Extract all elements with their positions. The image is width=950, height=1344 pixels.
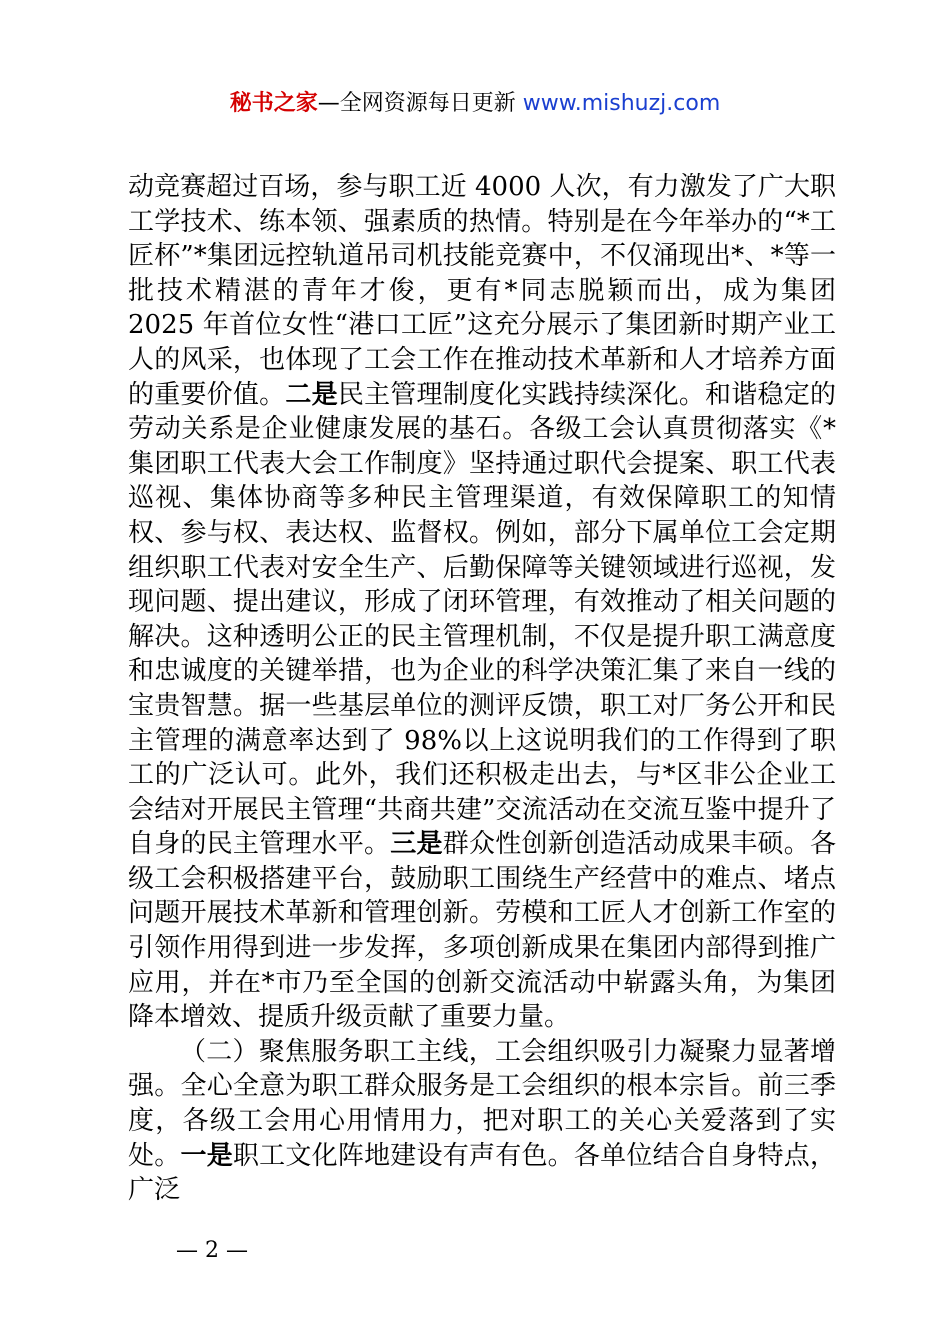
site-url-link[interactable]: www.mishuzj.com [522, 91, 721, 116]
keyword-second: 二是 [285, 379, 338, 410]
keyword-first: 一是 [180, 1140, 233, 1171]
paragraph-text: 动竞赛超过百场，参与职工近 4000 人次，有力激发了广大职工学技术、练本领、强素质的热情。特别是在今年举办的“*工匠杯”*集团远控轨道吊司机技能竞赛中，不仅涌现出*、*等一批技术精湛的青年才俊，更有*同志脱颖而出，成为集团 2025 年首位女性“港口工匠”这充分展示了集团新时期产业工人的风采，也体现了工会工作在推动技术革新和人才培养方面的重要价值。 [128, 172, 836, 410]
brand-name: 秘书之家 [229, 91, 318, 116]
paragraph-text: 群众性创新创造活动成果丰硕。各级工会积极搭建平台，鼓励职工围绕生产经营中的难点、堵点问题开展技术革新和管理创新。劳模和工匠人才创新工作室的引领作用得到进一步发挥，多项创新成果在集团内部得到推广应用，并在*市乃至全国的创新交流活动中崭露头角，为集团降本增效、提质升级贡献了重要力量。 [128, 829, 836, 1033]
paragraph-text: （二）聚焦服务职工主线，工会组织吸引力凝聚力显著增强。全心全意为职工群众服务是工会组织的根本宗旨。前三季度，各级工会用心用情用力，把对职工的关心关爱落到了实处。 [128, 1036, 836, 1171]
paragraph [128, 170, 836, 1035]
keyword-third: 三是 [390, 829, 443, 860]
banner-slogan: —全网资源每日更新 [317, 91, 523, 116]
paragraph-text: 职工文化阵地建设有声有色。各单位结合自身特点，广泛 [128, 1140, 836, 1206]
document-body [128, 170, 836, 1208]
site-banner [0, 88, 950, 120]
page-number: — 2 — [176, 1238, 248, 1263]
paragraph [128, 1035, 836, 1208]
paragraph-text: 民主管理制度化实践持续深化。和谐稳定的劳动关系是企业健康发展的基石。各级工会认真贯彻落实《*集团职工代表大会工作制度》坚持通过职代会提案、职工代表巡视、集体协商等多种民主管理渠道，有效保障职工的知情权、参与权、表达权、监督权。例如，部分下属单位工会定期组织职工代表对安全生产、后勤保障等关键领域进行巡视，发现问题、提出建议，形成了闭环管理，有效推动了相关问题的解决。这种透明公正的民主管理机制，不仅是提升职工满意度和忠诚度的关键举措，也为企业的科学决策汇集了来自一线的宝贵智慧。据一些基层单位的测评反馈，职工对厂务公开和民主管理的满意率达到了 98%以上这说明我们的工作得到了职工的广泛认可。此外，我们还积极走出去，与*区非公企业工会结对开展民主管理“共商共建”交流活动在交流互鉴中提升了自身的民主管理水平。 [128, 379, 836, 860]
